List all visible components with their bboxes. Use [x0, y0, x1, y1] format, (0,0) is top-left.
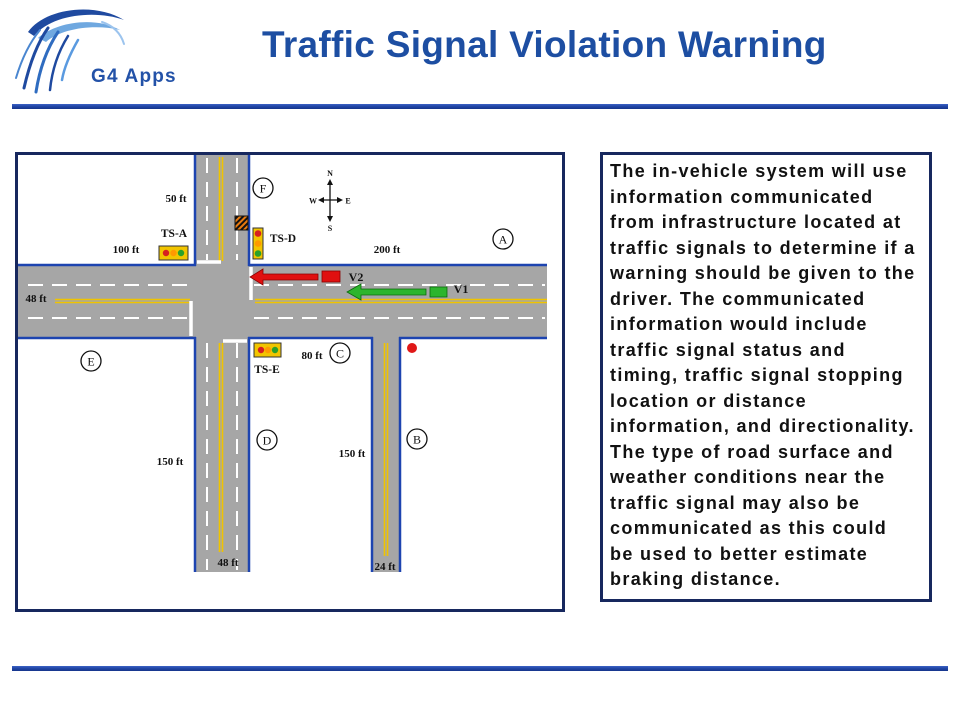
zone-marker-c: [330, 343, 350, 363]
description-line: communicated as this could: [610, 518, 888, 538]
intersection-diagram-svg: [18, 155, 562, 609]
logo-text: G4 Apps: [91, 66, 177, 87]
distance-label: 48 ft: [25, 293, 47, 305]
description-line: information communicated: [610, 186, 874, 207]
description-line: from infrastructure located at: [610, 212, 902, 232]
description-line: traffic signal may also be: [610, 492, 861, 513]
compass-north-label: N: [327, 169, 333, 178]
compass-rose: [309, 169, 351, 233]
footer-divider: [12, 666, 948, 671]
traffic-signal-ts-a: [159, 228, 188, 260]
description-line: location or distance: [610, 390, 808, 411]
red-marker-dot: [407, 343, 417, 353]
signal-red-light: [258, 347, 264, 353]
signal-red-light: [255, 230, 262, 237]
v2-label: V2: [348, 270, 364, 284]
compass-south-label: S: [327, 224, 333, 233]
intersection-diagram: [15, 152, 565, 612]
signal-label-ts-a: TS-A: [160, 228, 188, 240]
page-title: Traffic Signal Violation Warning: [262, 24, 827, 65]
description-line: traffic signals to determine if a: [610, 237, 916, 258]
distance-label: 50 ft: [165, 193, 187, 205]
description-line: traffic signal status and: [610, 339, 846, 360]
warning-sign-hatched: [235, 216, 248, 230]
distance-label: 150 ft: [338, 448, 366, 460]
signal-amber-light: [170, 250, 176, 256]
signal-green-light: [178, 250, 184, 256]
description-line: The type of road surface and: [610, 441, 894, 462]
signal-green-light: [255, 250, 262, 257]
description-line: timing, traffic signal stopping: [610, 365, 904, 385]
zone-marker-label: F: [259, 181, 267, 196]
description-line: The in-vehicle system will use: [610, 161, 908, 181]
side-street-road: [372, 336, 400, 572]
distance-label: 48 ft: [217, 557, 239, 569]
zone-marker-label: E: [87, 354, 95, 369]
traffic-signal-ts-e: [254, 343, 281, 376]
v1-label: V1: [453, 282, 469, 296]
logo-streak: [50, 36, 68, 90]
description-box: [600, 152, 932, 602]
description-line: information, and directionality.: [610, 416, 915, 436]
description-line: be used to better estimate: [610, 543, 869, 564]
distance-label: 80 ft: [301, 350, 323, 362]
zone-marker-label: B: [412, 432, 422, 447]
zone-marker-label: D: [262, 433, 272, 448]
distance-label: 150 ft: [156, 456, 184, 468]
distance-label: 100 ft: [112, 244, 140, 256]
zone-marker-label: C: [335, 346, 345, 361]
description-line: weather conditions near the: [610, 467, 886, 487]
compass-east-label: E: [345, 196, 351, 206]
v1-vehicle-body: [430, 287, 447, 297]
zone-marker-label: A: [498, 232, 508, 247]
description-line: warning should be given to the: [610, 263, 916, 283]
compass-west-label: W: [309, 196, 317, 206]
lane-divider-lines: [28, 158, 545, 570]
description-line: driver. The communicated: [610, 288, 866, 309]
signal-green-light: [272, 347, 278, 353]
zone-marker-a: [493, 229, 513, 249]
logo-streak: [62, 40, 78, 80]
zone-marker-f: [253, 178, 273, 198]
zone-marker-b: [407, 429, 427, 449]
description-line: braking distance.: [610, 569, 781, 589]
description-line: information would include: [610, 314, 868, 334]
distance-label: 24 ft: [374, 561, 396, 573]
signal-label-ts-d: TS-D: [269, 233, 297, 245]
zone-marker-e: [81, 351, 101, 371]
signal-amber-light: [265, 347, 271, 353]
v2-vehicle-body: [322, 271, 340, 282]
signal-label-ts-e: TS-E: [254, 364, 280, 376]
signal-amber-light: [255, 240, 262, 247]
header-divider: [12, 104, 948, 109]
logo-arc-dark: [28, 10, 124, 36]
zone-marker-d: [257, 430, 277, 450]
distance-label: 200 ft: [373, 244, 401, 256]
signal-red-light: [163, 250, 169, 256]
